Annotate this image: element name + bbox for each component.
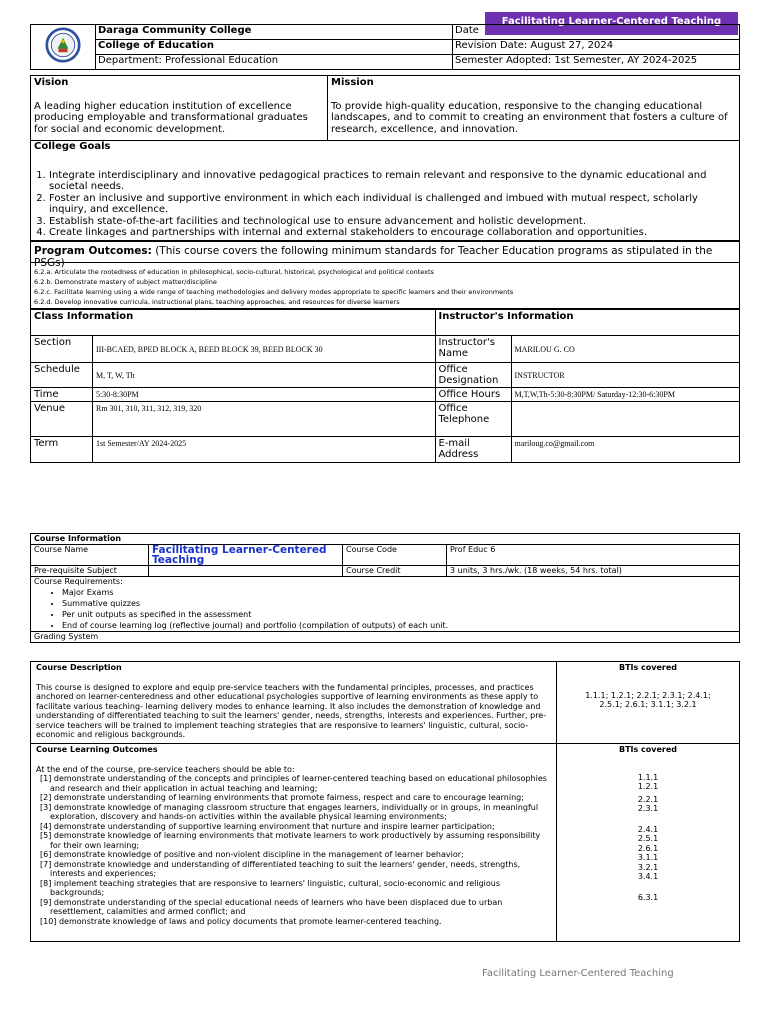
vision-text: A leading higher education institution of excellence producing employable and transformational graduates for social and economic development. xyxy=(34,100,308,135)
term-value: 1st Semester/AY 2024-2025 xyxy=(93,437,436,463)
mission-cell xyxy=(328,76,740,141)
clo-bti: 2.2.1 xyxy=(637,794,659,804)
goals-heading: College Goals xyxy=(34,141,111,152)
section-label: Section xyxy=(31,336,93,363)
outcome-item: 6.2.c. Facilitate learning using a wide range of teaching methodologies and delivery modes appropriate to specific learners and their environments xyxy=(34,288,514,296)
department: Department: Professional Education xyxy=(96,55,453,70)
clo-item: [9] demonstrate understanding of the special educational needs of learners who have been displaced due to urban resettlement, calamities and armed conflict; and xyxy=(40,897,503,916)
college-unit: College of Education xyxy=(96,40,453,55)
semester-adopted: Semester Adopted: 1st Semester, AY 2024-2025 xyxy=(453,55,740,70)
course-name-value: Facilitating Learner-Centered Teaching xyxy=(149,545,343,566)
goal-item: 1. Integrate interdisciplinary and innovative pedagogical practices to remain relevant and responsive to the dynamic educational and societal needs. xyxy=(49,170,736,193)
footer-text: Facilitating Learner-Centered Teaching xyxy=(482,968,674,979)
prereq-label: Pre-requisite Subject xyxy=(31,566,149,577)
clo-bti: 3.2.1 xyxy=(637,862,659,872)
email-label: E-mail Address xyxy=(435,437,511,463)
goal-item: 4. Create linkages and partnerships with internal and external stakeholders to encourage collaboration and opportunities. xyxy=(49,227,736,239)
goal-item: 2. Foster an inclusive and supportive environment in which each individual is challenged and imbued with mutual respect, scholarly inquiry, and excellence. xyxy=(49,193,736,216)
course-requirements-heading: Course Requirements: xyxy=(34,577,123,586)
clo-bti: 6.3.1 xyxy=(637,892,659,902)
course-credit-label: Course Credit xyxy=(343,566,447,577)
office-telephone-value xyxy=(511,402,740,437)
clo-btis-cell xyxy=(557,744,740,942)
clo-item: [2] demonstrate understanding of learning environments that promote fairness, respect and care to encourage learning; xyxy=(40,793,524,802)
course-info-heading: Course Information xyxy=(31,534,740,545)
clo-item: [8] implement teaching strategies that are responsive to learners' linguistic, cultural, socio-economic and religious backgrounds; xyxy=(40,878,501,897)
section-value: III-BCAED, BPED BLOCK A, BEED BLOCK 39, BEED BLOCK 30 xyxy=(93,336,436,363)
requirement-item: • Major Exams xyxy=(62,587,736,598)
description-cell xyxy=(31,662,557,744)
clo-bti: 3.1.1 xyxy=(637,853,659,862)
course-code-label: Course Code xyxy=(343,545,447,566)
clo-bti: 3.4.1 xyxy=(637,872,659,881)
date-field: Date xyxy=(453,25,740,40)
clo-bti: 2.5.1 xyxy=(637,834,659,843)
clo-intro: At the end of the course, pre-service teachers should be able to: xyxy=(36,764,295,774)
goal-item: 3. Establish state-of-the-art facilities and technological use to ensure advancement and holistic development. xyxy=(49,216,736,228)
office-hours-value: M,T,W,Th-5:30-8:30PM/ Saturday-12:30-6:30PM xyxy=(511,388,740,402)
clo-bti xyxy=(562,882,734,891)
outcome-item: 6.2.b. Demonstrate mastery of subject matter/discipline xyxy=(34,278,217,286)
college-name: Daraga Community College xyxy=(96,25,453,40)
clo-bti: 2.3.1 xyxy=(637,804,659,813)
venue-label: Venue xyxy=(31,402,93,437)
course-credit-value: 3 units, 3 hrs./wk. (18 weeks, 54 hrs. total) xyxy=(447,566,740,577)
clo-item: [10] demonstrate knowledge of laws and policy documents that promote learner-centered teaching. xyxy=(40,916,442,926)
term-label: Term xyxy=(31,437,93,463)
requirement-item: • Per unit outputs as specified in the assessment xyxy=(62,609,736,620)
clo-item: [4] demonstrate understanding of supportive learning environment that nurture and inspire learner participation; xyxy=(40,821,495,831)
course-code-value: Prof Educ 6 xyxy=(447,545,740,566)
mission-text: To provide high-quality education, responsive to the changing educational landscapes, and to commit to creating an environment that fosters a culture of research, excellence, and innovation. xyxy=(331,100,728,135)
program-outcomes-list xyxy=(30,263,740,309)
vision-cell xyxy=(31,76,328,141)
vision-mission-section xyxy=(30,75,740,141)
clo-item: [5] demonstrate knowledge of learning environments that motivate learners to work productively by assuming responsibility for their own learning; xyxy=(40,831,541,850)
vision-heading: Vision xyxy=(34,77,69,88)
clo-bti: 1.2.1 xyxy=(637,782,659,791)
program-outcomes-heading: Program Outcomes: xyxy=(34,245,152,257)
email-value: mariloug.co@gmail.com xyxy=(511,437,740,463)
office-hours-label: Office Hours xyxy=(435,388,511,402)
mission-heading: Mission xyxy=(331,77,374,88)
page-footer xyxy=(482,967,682,987)
description-heading: Course Description xyxy=(36,663,122,672)
prereq-value xyxy=(149,566,343,577)
instructor-name-value: MARILOU G. CO xyxy=(511,336,740,363)
banner-title: Facilitating Learner-Centered Teaching xyxy=(501,16,722,27)
clo-item: [6] demonstrate knowledge of positive and non-violent discipline in the management of learner behavior; xyxy=(40,850,464,859)
requirement-item: • Summative quizzes xyxy=(62,598,736,609)
course-description-section xyxy=(30,661,740,942)
time-value: 5:30-8:30PM xyxy=(93,388,436,402)
clo-item: [3] demonstrate knowledge of managing classroom structure that engages learners, individually or in groups, in meaningful exploration, discovery and hands-on activities within the available physical learning environments; xyxy=(40,802,539,821)
clo-btis-heading: BTIs covered xyxy=(618,745,678,754)
revision-date: Revision Date: August 27, 2024 xyxy=(453,40,740,55)
clo-item: [7] demonstrate knowledge and understanding of differentiated teaching to suit the learners' gender, needs, strengths, interests and experiences; xyxy=(40,859,521,878)
class-information-section xyxy=(30,309,740,463)
outcome-item: 6.2.d. Develop innovative curricula, instructional plans, teaching approaches, and resources for diverse learners xyxy=(34,298,400,306)
schedule-label: Schedule xyxy=(31,363,93,388)
office-designation-value: INSTRUCTOR xyxy=(511,363,740,388)
description-text: This course is designed to explore and equip pre-service teachers with the fundamental principles, processes, and practices anchored on learner-centeredness and other educational psychologies supportive of learning environments as these apply to facilitate various teaching- learning delivery modes to enhance learning. It also includes the demonstration of knowledge and understanding of differentiated teaching to suit the learners' gender, needs, strengths, interests and experiences. Further, pre-service teachers will be trained to implement teaching strategies that are responsive to learners' linguistic, cultural, socio-economic and religious backgrounds. xyxy=(36,682,547,739)
clo-item: [1] demonstrate understanding of the concepts and principles of learner-centered teaching based on educational philosophies and research and their application in actual teaching and learning; xyxy=(40,774,547,793)
instructor-name-label: Instructor's Name xyxy=(435,336,511,363)
college-seal-icon xyxy=(45,27,81,63)
description-btis-heading: BTIs covered xyxy=(618,663,678,672)
clo-cell xyxy=(31,744,557,942)
clo-bti: 1.1.1 xyxy=(637,772,659,782)
outcome-item: 6.2.a. Articulate the rootedness of education in philosophical, socio-cultural, historical, psychological and political contexts xyxy=(34,268,434,276)
course-requirements-cell xyxy=(31,577,740,632)
clo-bti: 2.4.1 xyxy=(637,824,659,834)
clo-bti: 2.6.1 xyxy=(637,843,659,853)
instructor-info-heading: Instructor's Information xyxy=(435,310,740,336)
program-outcomes-note: (This course covers the following minimum standards for Teacher Education programs as stipulated in the PSGs) xyxy=(34,245,713,269)
description-btis-cell xyxy=(557,662,740,744)
college-goals-section xyxy=(30,140,740,241)
course-name-label: Course Name xyxy=(31,545,149,566)
schedule-value: M, T, W, Th xyxy=(93,363,436,388)
college-seal-cell xyxy=(31,25,96,70)
clo-bti xyxy=(562,814,734,823)
time-label: Time xyxy=(31,388,93,402)
office-telephone-label: Office Telephone xyxy=(435,402,511,437)
grading-system-heading: Grading System xyxy=(31,632,740,643)
clo-heading: Course Learning Outcomes xyxy=(36,745,158,754)
description-btis-value: 1.1.1; 1.2.1; 2.2.1; 2.3.1; 2.4.1; 2.5.1; 2.6.1; 3.1.1; 3.2.1 xyxy=(585,690,711,709)
class-info-heading: Class Information xyxy=(31,310,436,336)
venue-value: Rm 301, 310, 311, 312, 319, 320 xyxy=(93,402,436,437)
course-information-section xyxy=(30,533,740,643)
requirement-item: • End of course learning log (reflective journal) and portfolio (compilation of outputs) of each unit. xyxy=(62,620,736,631)
office-designation-label: Office Designation xyxy=(435,363,511,388)
program-outcomes-heading-row xyxy=(30,241,740,269)
document-header xyxy=(30,24,740,70)
